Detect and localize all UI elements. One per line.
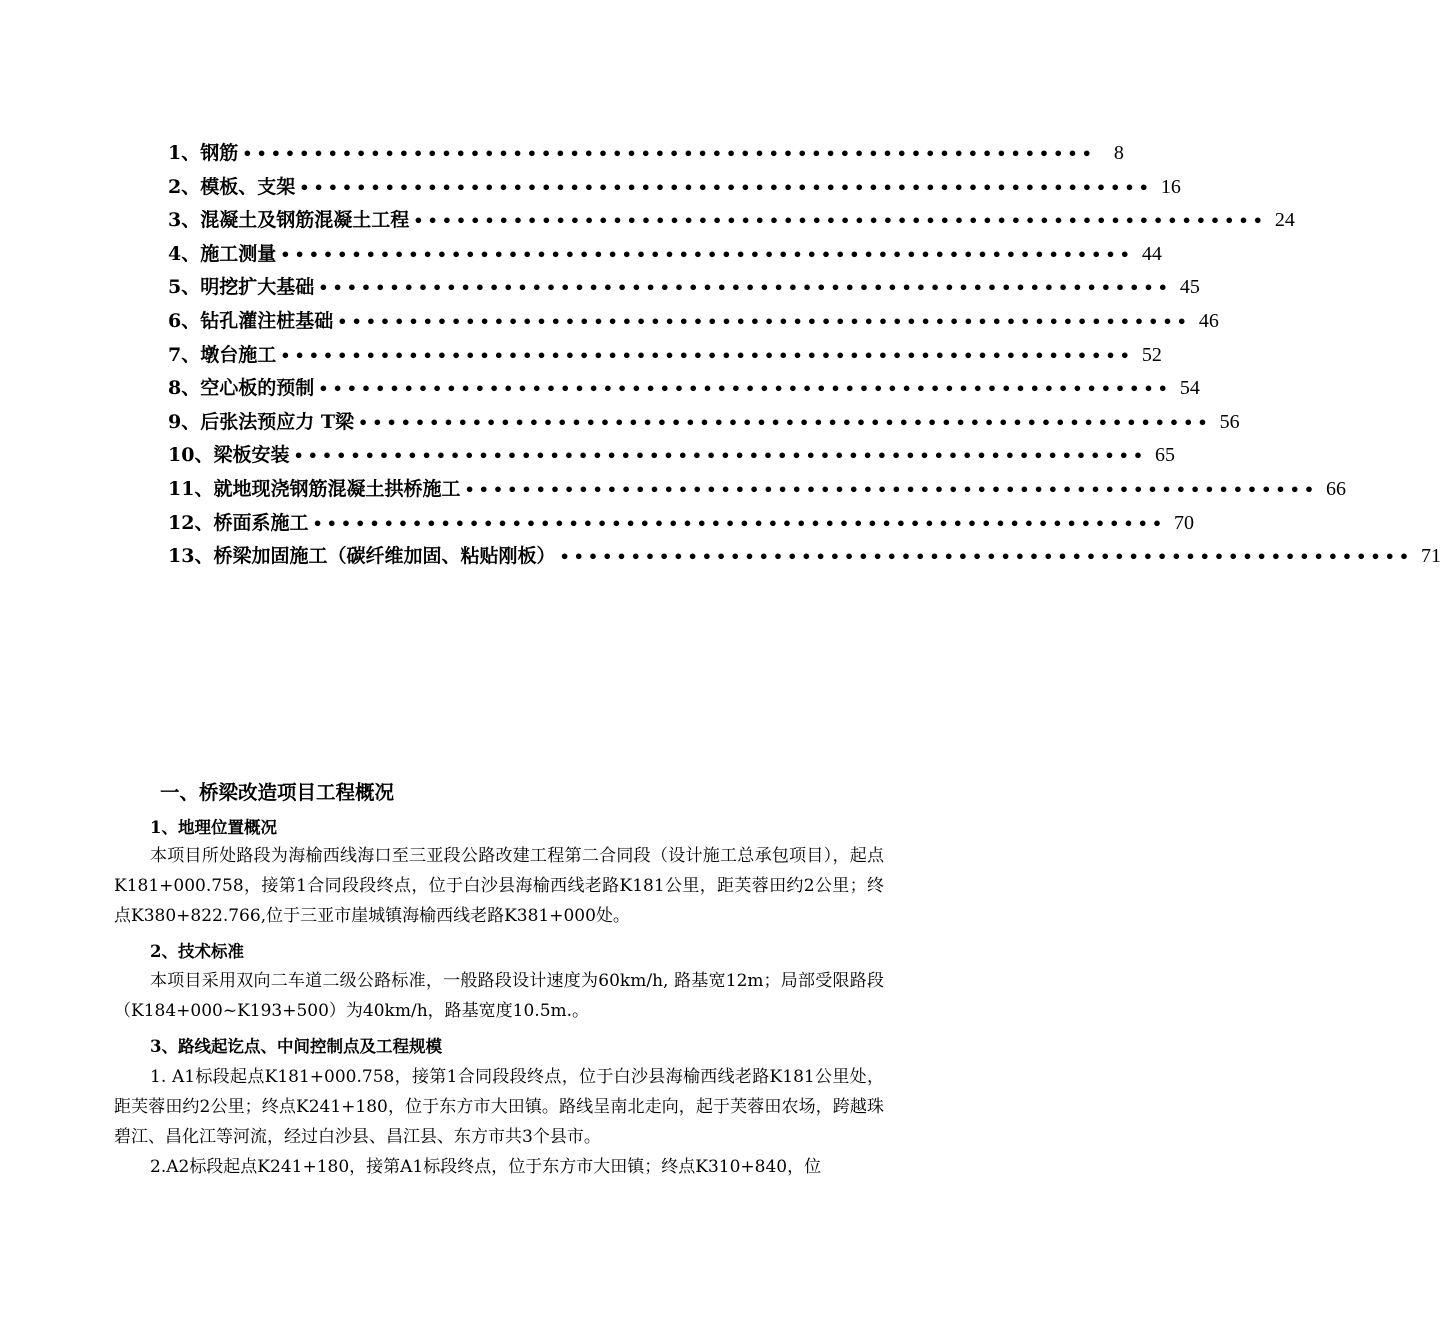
paragraph-location [114, 841, 884, 931]
toc-leader-dots: •••••••••••••••••••••••••••••••••••••••••••••••••••••••••••• [242, 144, 1096, 163]
toc-entry-title: 10、梁板安装 [168, 444, 290, 467]
subsection-title-location: 1、地理位置概况 [150, 818, 277, 837]
paragraph-text: 1. A1标段起点K181+000.758，接第1合同段段终点，位于白沙县海榆西线老路K181公里处，距芙蓉田约2公里；终点K241+180，位于东方市大田镇。路线呈南北走向，起于芙蓉田农场，跨越珠碧江、昌化江等河流，经过白沙县、昌江县、东方市共3个县市。 [114, 1067, 884, 1147]
toc-leader-dots: •••••••••••••••••••••••••••••••••••••••••••••••••••••••••••• [318, 278, 1172, 298]
toc-entry [168, 373, 1200, 407]
toc-page-number: 45 [1179, 276, 1200, 299]
toc-entry [168, 239, 1162, 273]
toc-leader-dots: •••••••••••••••••••••••••••••••••••••••••••••••••••••••••••• [280, 345, 1134, 365]
toc-entry [168, 340, 1162, 374]
toc-page-number: 56 [1219, 410, 1240, 433]
toc-entry [168, 138, 1124, 172]
toc-page-number: 66 [1326, 477, 1347, 500]
toc-leader-dots: •••••••••••••••••••••••••••••••••••••••••••••••••••••••••••• [559, 547, 1414, 567]
toc-entry-title: 2、模板、支架 [168, 175, 296, 198]
toc-entry [168, 440, 1176, 474]
toc-leader-dots: •••••••••••••••••••••••••••••••••••••••••••••••••••••••••••• [318, 379, 1172, 399]
toc-entry-title: 5、明挖扩大基础 [168, 276, 315, 299]
toc-leader-dots: •••••••••••••••••••••••••••••••••••••••••••••••••••••••••••• [464, 479, 1319, 499]
toc-leader-dots: •••••••••••••••••••••••••••••••••••••••••••••••••••••••••••• [357, 412, 1212, 432]
toc-entry-title: 13、桥梁加固施工（碳纤维加固、粘贴刚板） [168, 545, 556, 568]
toc-entry-title: 9、后张法预应力 T梁 [168, 410, 354, 433]
paragraph-text: 本项目采用双向二车道二级公路标准，一般路段设计速度为60km/h, 路基宽12m；局部受限路段（K184+000~K193+500）为40km/h，路基宽度10.5m.。 [114, 971, 884, 1021]
toc-entry-title: 8、空心板的预制 [168, 377, 315, 400]
table-of-contents [168, 138, 1441, 575]
paragraph-standard [114, 966, 884, 1026]
toc-page-number: 70 [1174, 511, 1195, 534]
toc-entry [168, 205, 1295, 239]
toc-entry [168, 172, 1181, 206]
toc-entry [168, 541, 1441, 575]
toc-leader-dots: •••••••••••••••••••••••••••••••••••••••••••••••••••••••••••• [413, 211, 1267, 231]
toc-entry-title: 7、墩台施工 [168, 343, 277, 366]
toc-leader-dots: •••••••••••••••••••••••••••••••••••••••••••••••••••••••••••• [280, 244, 1134, 264]
toc-page-number: 52 [1141, 343, 1162, 366]
toc-leader-dots: •••••••••••••••••••••••••••••••••••••••••••••••••••••••••••• [337, 311, 1191, 331]
paragraph-route [114, 1062, 884, 1182]
paragraph-text: 2.A2标段起点K241+180，接第A1标段终点，位于东方市大田镇；终点K310+840，位 [150, 1157, 822, 1177]
toc-page-number: 16 [1160, 175, 1181, 198]
toc-entry [168, 407, 1240, 441]
toc-page-number: 8 [1113, 142, 1124, 164]
toc-entry-title: 12、桥面系施工 [168, 511, 309, 534]
toc-leader-dots: •••••••••••••••••••••••••••••••••••••••••••••••••••••••••••• [299, 177, 1153, 197]
subsection-title-route: 3、路线起讫点、中间控制点及工程规模 [150, 1037, 442, 1056]
toc-page-number: 65 [1155, 444, 1176, 467]
toc-page-number: 46 [1198, 309, 1219, 332]
toc-entry-title: 4、施工测量 [168, 242, 277, 265]
toc-entry-title: 6、钻孔灌注桩基础 [168, 309, 334, 332]
toc-page-number: 44 [1141, 242, 1162, 265]
toc-page-number: 54 [1179, 377, 1200, 400]
toc-page-number: 71 [1421, 545, 1441, 568]
toc-page-number: 24 [1274, 209, 1295, 232]
toc-entry [168, 508, 1195, 542]
toc-entry-title: 1、钢筋 [168, 142, 239, 164]
toc-entry-title: 3、混凝土及钢筋混凝土工程 [168, 209, 410, 232]
toc-entry [168, 306, 1219, 340]
subsection-title-standard: 2、技术标准 [150, 942, 244, 961]
toc-entry-title: 11、就地现浇钢筋混凝土拱桥施工 [168, 477, 461, 500]
toc-entry [168, 272, 1200, 306]
paragraph-text: 本项目所处路段为海榆西线海口至三亚段公路改建工程第二合同段（设计施工总承包项目），起点K181+000.758，接第1合同段段终点，位于白沙县海榆西线老路K181公里，距芙蓉田约2公里；终点K380+822.766,位于三亚市崖城镇海榆西线老路K381+000处。 [114, 846, 884, 926]
toc-leader-dots: •••••••••••••••••••••••••••••••••••••••••••••••••••••••••••• [293, 446, 1148, 466]
section-title: 一、桥梁改造项目工程概况 [160, 781, 395, 804]
toc-leader-dots: •••••••••••••••••••••••••••••••••••••••••••••••••••••••••••• [312, 513, 1167, 533]
toc-entry [168, 474, 1347, 508]
